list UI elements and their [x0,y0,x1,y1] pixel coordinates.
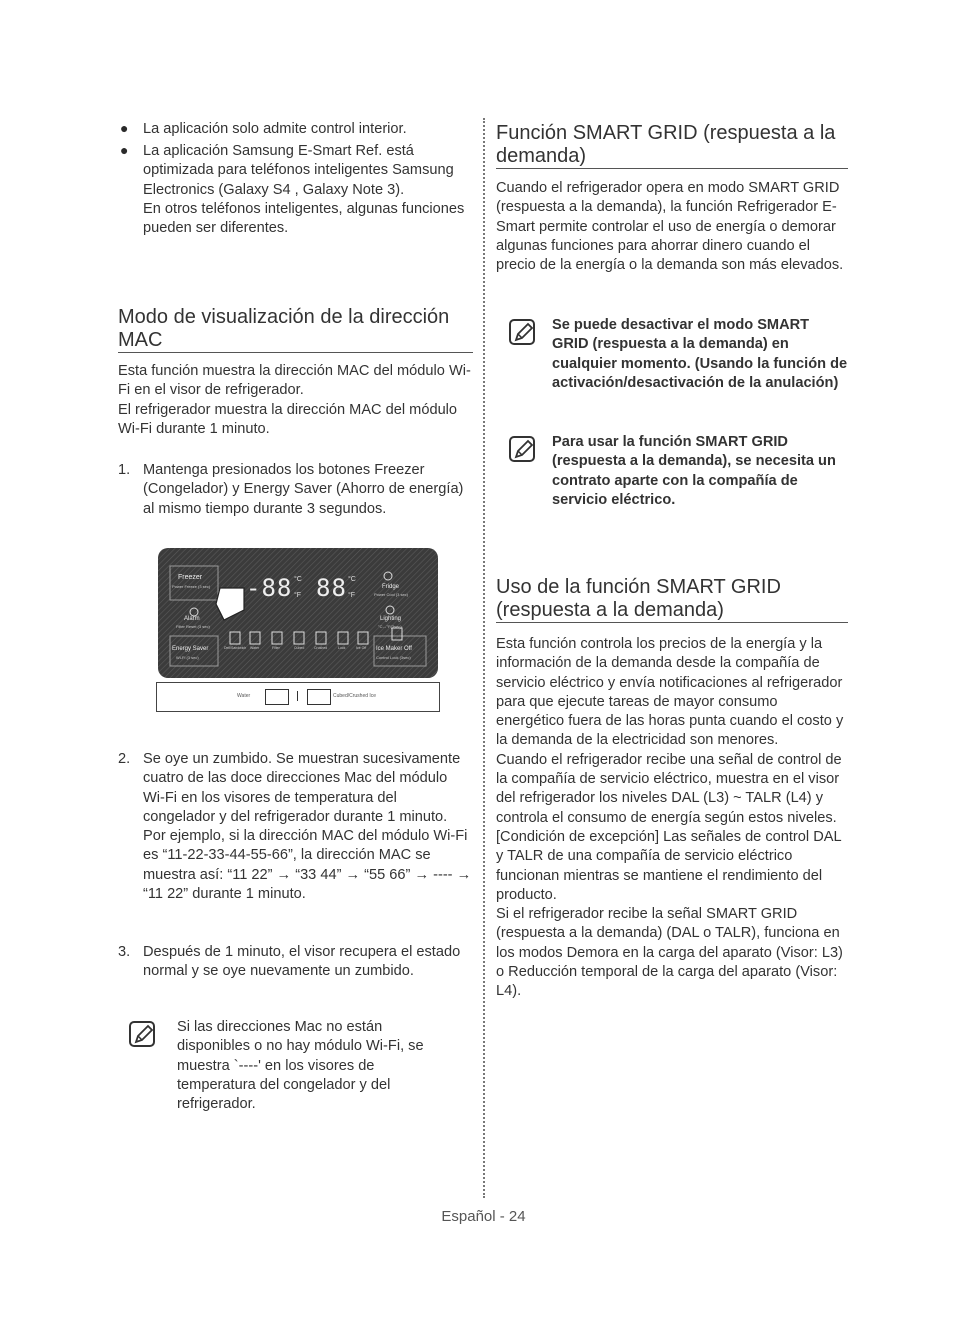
icon-label-crushed: Crushed [314,646,328,650]
step-number: 3. [118,944,131,960]
icon-label-filter: Filter [272,646,280,650]
icon-label-lock: Lock [338,646,346,650]
freezer-temp-display: -88 [246,574,293,602]
fridge-sub-label: Power Cool (3 sec) [374,592,409,597]
strip-ice-box [307,689,331,705]
fridge-unit-f: °F [348,592,356,599]
note-deactivate [496,316,848,416]
ice-maker-sub-label: Control Lock (3sec) [376,655,411,660]
step-example: Por ejemplo, si la dirección MAC del módulo Wi-Fi es “11-22-33-44-55-66”, la dirección MAC se muestra así: “11 22” → “33 44” → “55 66” → ---- → “11 22” durante 1 minuto. [143,828,472,903]
fridge-temp-display: 88 [316,574,347,602]
energy-saver-sub-label: Wi-Fi (3 sec) [176,655,199,660]
column-divider [483,118,485,1198]
bullet-icon: ● [120,142,129,158]
note-mac-unavailable [118,1018,473,1118]
bullet-continuation: En otros teléfonos inteligentes, algunas funciones pueden ser diferentes. [143,200,465,237]
icon-label-ice-off: Ice Off [356,646,367,650]
note-pencil-icon [508,435,538,465]
fridge-label: Fridge [382,584,400,590]
freezer-unit-f: °F [294,592,302,599]
note-text: Se puede desactivar el modo SMART GRID (respuesta a la demanda) en cualquier momento. (Usando la función de activación/desactivación de la anulación) [552,317,848,391]
note-text: Para usar la función SMART GRID (respuesta a la demanda), se necesita un contrato aparte con la compañía de servicio eléctrico. [552,434,836,508]
uso-para-1: Esta función controla los precios de la energía y la información de la demanda desde la compañía de servicio eléctrico y envía notificaciones al refrigerador para que ejecute tareas de mayor consumo energético fuera de las horas punta cuando el costo y la demanda de la electricidad son menores. [496,636,844,749]
smart-grid-heading: Función SMART GRID (respuesta a la demanda) [496,122,848,169]
bullet-text: La aplicación Samsung E-Smart Ref. está optimizada para teléfonos inteligentes Samsung Electronics (Galaxy S4 , Galaxy Note 3). [143,143,454,198]
uso-para-2: Cuando el refrigerador recibe una señal de control de la compañía de servicio eléctrico, muestra en el visor del refrigerador los niveles DAL (L3) ~ TALR (L4) y controla el consumo de energía según estos niveles. [496,751,842,826]
mac-heading: Modo de visualización de la dirección MAC [118,306,473,353]
control-panel-illustration [158,548,438,678]
fridge-unit-c: °C [348,576,356,583]
uso-para-3: [Condición de excepción] Las señales de control DAL y TALR de una compañía de servicio eléctrico funcionan mientras se mantiene el rendimiento del producto. [496,828,842,903]
note-text: Si las direcciones Mac no están disponibles o no hay módulo Wi-Fi, se muestra `----' en los visores de temperatura del congelador y del refrigerador. [177,1019,424,1113]
strip-ice-label: Cubed/Crushed Ice [333,693,377,699]
step-text: Después de 1 minuto, el visor recupera el estado normal y se oye nuevamente un zumbido. [143,944,461,980]
strip-water-box [265,689,289,705]
strip-water-label: Water [237,693,251,699]
freezer-sub-label: Power Freeze (3 sec) [172,584,211,589]
icon-label-water: Water [250,646,260,650]
lighting-sub-label: °C↔°F(3sec) [378,624,402,629]
lighting-label: Lighting [380,616,402,622]
note-contract [496,433,848,513]
bullet-icon: ● [120,120,129,136]
alarm-label: Alarm [184,616,200,622]
step-1 [118,461,473,519]
step-2 [118,750,473,904]
step-text: Se oye un zumbido. Se muestran sucesivamente cuatro de las doce direcciones Mac del módulo Wi-Fi en los visores de temperatura del congelador y del refrigerador durante 1 minuto. [143,751,461,825]
alarm-sub-label: Filter Reset (3 sec) [176,624,210,629]
mac-description [118,362,473,439]
step-text: Mantenga presionados los botones Freezer (Congelador) y Energy Saver (Ahorro de energía) al mismo tiempo durante 3 segundos. [143,462,464,517]
uso-para-4: Si el refrigerador recibe la señal SMART GRID (respuesta a la demanda) (DAL o TALR), funciona en los modos Demora en la carga del aparato (Visor: L3) o Reducción temporal de la carga del aparato (Visor: L4). [496,906,843,1000]
page-footer: Español - 24 [441,1208,526,1225]
step-number: 1. [118,462,131,478]
bullet-item [118,120,473,139]
freezer-label: Freezer [178,574,203,581]
bullet-text: La aplicación solo admite control interior. [143,121,407,137]
note-pencil-icon [128,1020,158,1050]
icon-label-cubed: Cubed [294,646,305,650]
step-3 [118,943,473,982]
strip-divider [297,691,298,701]
energy-saver-label: Energy Saver [172,646,209,652]
freezer-unit-c: °C [294,576,302,583]
uso-smart-grid-heading: Uso de la función SMART GRID (respuesta a la demanda) [496,576,848,623]
dispenser-selector-strip [156,682,440,712]
smart-grid-para: Cuando el refrigerador opera en modo SMART GRID (respuesta a la demanda), la función Refrigerador E-Smart permite controlar el uso de energía o demorar algunas funciones para ahorrar dinero cuando el precio de la energía o la demanda son más elevados. [496,180,844,274]
mac-para-2: El refrigerador muestra la dirección MAC del módulo Wi-Fi durante 1 minuto. [118,401,458,437]
mac-para-1: Esta función muestra la dirección MAC del módulo Wi-Fi en el visor de refrigerador. [118,363,471,399]
step-number: 2. [118,751,131,767]
icon-label-deli: Deli/Sandwich [224,646,247,650]
bullet-item [118,142,473,238]
ice-maker-off-label: Ice Maker Off [376,646,412,652]
note-pencil-icon [508,318,538,348]
uso-description [496,635,848,1002]
